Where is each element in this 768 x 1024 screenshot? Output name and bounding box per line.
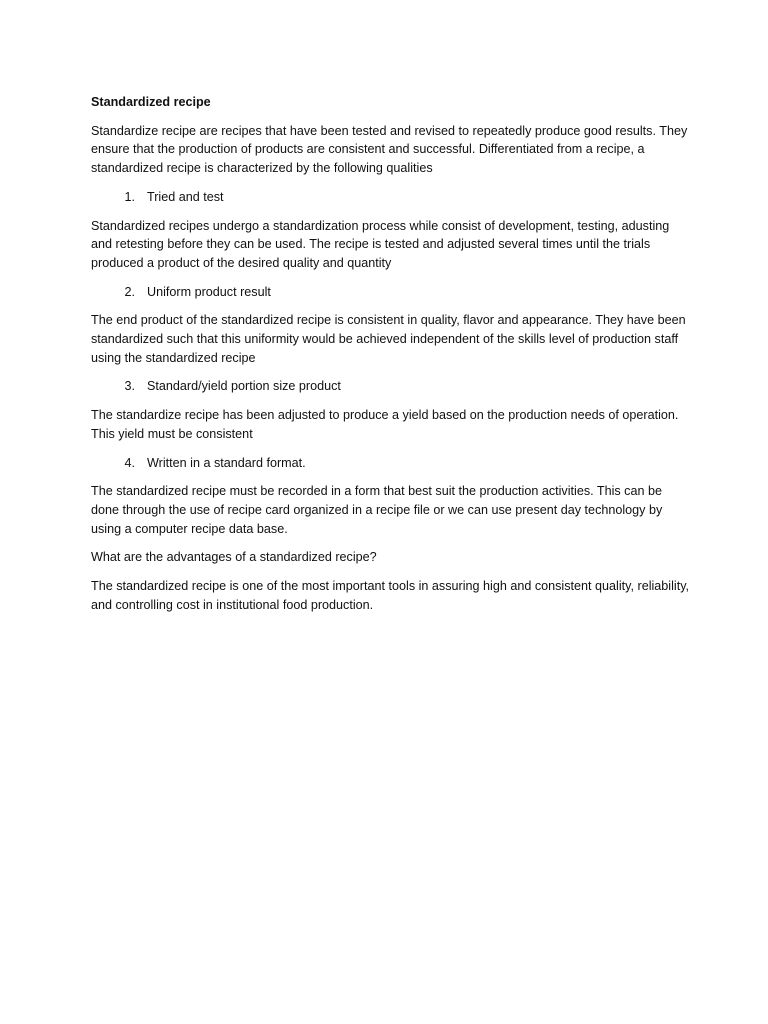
list-item-3 (91, 377, 691, 396)
list-number: 3. (124, 379, 135, 394)
list-item-title: Tried and test (147, 189, 224, 204)
item-description: The standardize recipe has been adjusted to produce a yield based on the production needs of operation. This yield must be consistent (91, 408, 679, 441)
list-number: 4. (124, 455, 135, 470)
document-heading: Standardized recipe (91, 95, 211, 109)
document-page (91, 93, 691, 624)
list-number: 2. (124, 284, 135, 299)
list-item-title: Uniform product result (147, 284, 271, 299)
list-item-4 (91, 454, 691, 473)
item-description: The end product of the standardized recipe is consistent in quality, flavor and appearance. They have been standardized such that this uniformity would be achieved independent of the skills level of production staff using the standardized recipe (91, 313, 686, 365)
item-description: The standardized recipe must be recorded in a form that best suit the production activities. This can be done through the use of recipe card organized in a recipe file or we can use present day technology by using a computer recipe data base. (91, 484, 663, 536)
list-item-1 (91, 188, 691, 207)
intro-paragraph: Standardize recipe are recipes that have been tested and revised to repeatedly produce good results. They ensure that the production of products are consistent and successful. Differentiated from a recipe, a standardized recipe is characterized by the following qualities (91, 123, 688, 176)
list-item-title: Standard/yield portion size product (147, 379, 341, 394)
list-item-title: Written in a standard format. (147, 455, 306, 470)
question-paragraph: What are the advantages of a standardized recipe? (91, 550, 377, 565)
list-item-2 (91, 283, 691, 302)
list-number: 1. (124, 189, 135, 204)
answer-paragraph: The standardized recipe is one of the most important tools in assuring high and consistent quality, reliability, and controlling cost in institutional food production. (91, 579, 690, 612)
item-description: Standardized recipes undergo a standardization process while consist of development, testing, adusting and retesting before they can be used. The recipe is tested and adjusted several times until the trials produced a product of the desired quality and quantity (91, 218, 670, 270)
